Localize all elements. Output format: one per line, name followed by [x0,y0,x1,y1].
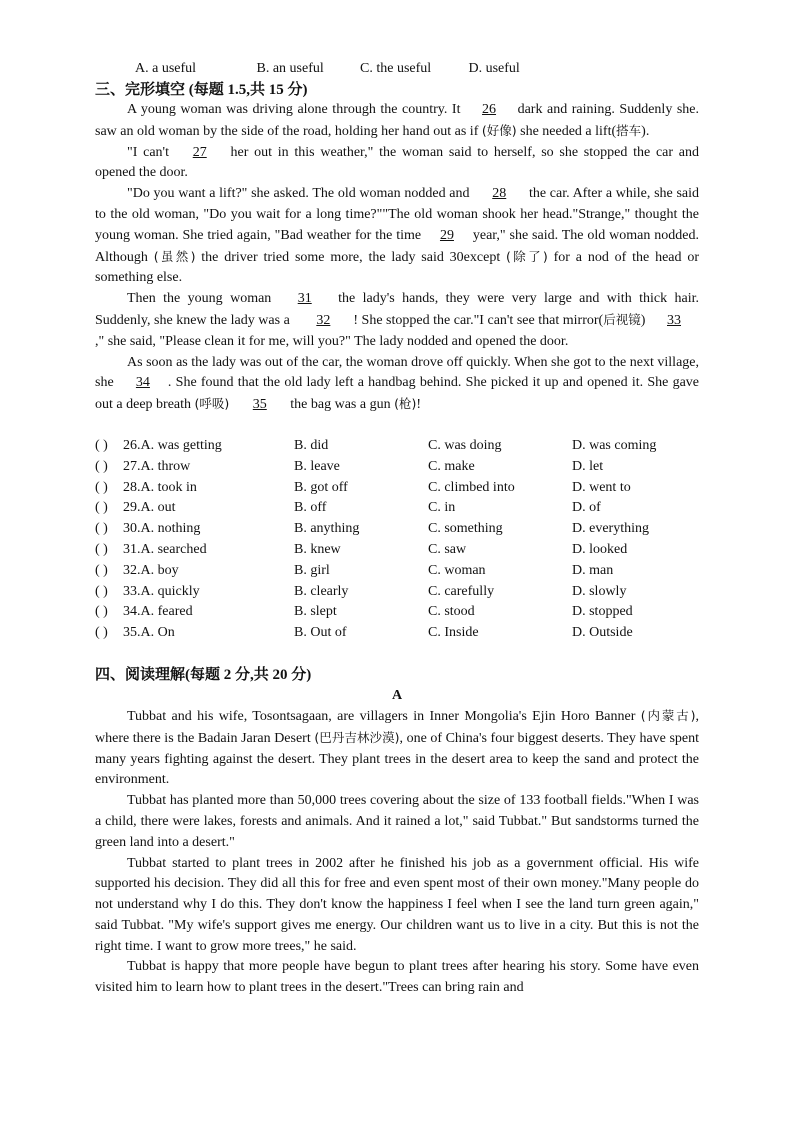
text: for a nod of the head or something else. [95,249,699,286]
blank-34: 34 [135,375,150,391]
blank-28: 28 [492,186,507,202]
blank-32: 32 [316,312,331,328]
option-c: C. was doing [428,437,502,453]
question-row-31 [95,540,699,561]
text: dark and raining. Suddenly she. saw an old woman by the side of the road, holding her hand out as if [95,102,700,139]
cloze-paragraph-4 [95,289,699,352]
option-b: B. knew [294,541,341,557]
chinese-gloss: (虽然) [153,248,196,264]
option-a: 30.A. nothing [123,521,201,537]
blank-33: 33 [667,312,681,328]
option-d: D. Outside [572,625,633,641]
cloze-paragraph-5 [95,353,699,416]
text: the lady's hands, they were very large and with thick hair. Suddenly, she knew the lady was a [95,291,699,328]
option-c: C. carefully [428,583,495,599]
option-a: 35.A. On [123,625,175,641]
chinese-gloss: (枪) [394,396,417,412]
blank-29: 29 [439,227,454,243]
text: she needed a lift( [520,123,617,139]
answer-paren[interactable]: ( ) [95,562,108,578]
chinese-gloss: (呼吸) [194,396,230,412]
answer-paren[interactable]: ( ) [95,437,108,453]
option-d: D. let [572,458,604,474]
text: . She found that the old lady left a handbag behind. She picked it up and opened it. She gave out a deep breath [95,375,700,413]
question-row-33 [95,582,699,603]
option-d: D. everything [572,521,649,537]
option-a: 29.A. out [123,500,176,516]
answer-paren[interactable]: ( ) [95,500,108,516]
section3-score: (每题 1.5,共 15 分) [188,82,308,98]
option-b: B. Out of [294,625,347,641]
text: ). [641,123,650,139]
text: her out in this weather," the woman said to herself, so she stopped the car and opened the door. [95,144,700,181]
chinese-gloss: 后视镜 [603,311,641,327]
text: As soon as the lady was out of the car, the woman drove off quickly. When she got to the next village, she [95,354,699,391]
option-b: B. got off [294,479,348,495]
section4-heading [95,664,699,685]
answer-paren[interactable]: ( ) [95,458,108,474]
answer-paren[interactable]: ( ) [95,479,108,495]
prev-option-a: A. a useful [135,61,197,76]
text: ! [416,397,422,413]
question-row-27 [95,457,699,478]
option-c: C. climbed into [428,479,515,495]
text: , where there is the Badain Jaran Desert [95,708,699,746]
exam-page [95,58,699,999]
chinese-gloss: (除了) [506,248,548,264]
answer-paren[interactable]: ( ) [95,625,108,641]
question-row-30 [95,519,699,540]
option-b: B. leave [294,458,340,474]
question-row-29 [95,498,699,519]
section4-title: 四、阅读理解 [95,664,186,683]
text: the car. After a while, she said to the old woman, "Do you wait for a long time?""The old woman shook her head."Strange," thought the young woman. She tried again, "Bad weather for the time [95,186,700,243]
option-c: C. Inside [428,625,479,641]
reading-paragraph-3: Tubbat started to plant trees in 2002 after he finished his job as a government official. His wife supported his decision. They did all this for free and even spent most of their own money."Many people do not understand why I do this. They don't know the happiness I feel when I see the land turn green again," said Tubbat. "My wife's support gives me energy. Our children want us to live in a city. But this is not the right time. I want to grow more trees," he said. [95,855,699,954]
text: the driver tried some more, the lady said 30except [201,249,501,265]
prev-option-b: B. an useful [256,61,324,76]
text: , one of China's four biggest deserts. They have spent many years fighting against the desert. They plant trees in the desert area to keep the sand and protect the environment. [95,730,700,788]
option-a: 33.A. quickly [123,583,200,599]
blank-31: 31 [297,291,312,307]
text: the bag was a gun [290,397,391,413]
chinese-gloss: (巴丹吉林沙漠) [314,729,400,745]
question-row-28 [95,478,699,499]
option-c: C. woman [428,562,486,578]
section4-score: (每题 2 分,共 20 分) [185,666,312,683]
cloze-paragraph-3 [95,184,699,289]
answer-paren[interactable]: ( ) [95,583,108,599]
prev-question-options [95,58,699,79]
text: "Do you want a lift?" she asked. The old woman nodded and [127,186,470,202]
text: ! She stopped the car."I can't see that mirror( [353,312,604,328]
option-d: D. looked [572,541,628,557]
option-d: D. man [572,562,614,578]
blank-35: 35 [252,397,267,413]
section3-heading [95,79,699,100]
option-c: C. in [428,500,456,516]
text: year," she said. The old woman nodded. Although [95,227,699,265]
text: Then the young woman [127,291,272,307]
option-b: B. did [294,437,329,453]
option-a: 28.A. took in [123,479,197,495]
option-c: C. something [428,521,503,537]
chinese-gloss: (好像) [481,122,517,138]
text: Tubbat and his wife, Tosontsagaan, are villagers in Inner Mongolia's Ejin Horo Banner [127,708,636,724]
option-a: 31.A. searched [123,541,207,557]
answer-paren[interactable]: ( ) [95,604,108,620]
question-row-35 [95,623,699,644]
option-c: C. make [428,458,475,474]
cloze-paragraph-2 [95,143,699,185]
question-row-26 [95,436,699,457]
cloze-paragraph-1 [95,100,699,143]
text: "I can't [127,144,169,160]
reading-paragraph-4: Tubbat is happy that more people have begun to plant trees after hearing his story. Some have even visited him to learn how to plant trees in the desert."Trees can bring rain and [95,959,699,996]
text: ) [640,312,646,328]
option-b: B. slept [294,604,337,620]
option-d: D. was coming [572,437,657,453]
option-b: B. anything [294,521,360,537]
prev-option-c: C. the useful [360,61,432,76]
blank-27: 27 [192,144,207,160]
answer-paren[interactable]: ( ) [95,521,108,537]
reading-paragraph-2: Tubbat has planted more than 50,000 trees covering about the size of 133 football fields."When I was a child, there were lakes, forests and animals. And it rained a lot," said Tubbat." But sandstorms turned the green land into a desert." [95,793,699,850]
reading-paragraph-1 [95,706,699,791]
chinese-gloss: 搭车 [616,122,642,138]
option-d: D. stopped [572,604,633,620]
text: ," she said, "Please clean it for me, will you?" The lady nodded and opened the door. [95,333,569,349]
option-c: C. stood [428,604,475,620]
cloze-options [95,436,699,644]
blank-26: 26 [482,102,497,117]
option-c: C. saw [428,541,467,557]
option-d: D. went to [572,479,631,495]
option-b: B. off [294,500,327,516]
answer-paren[interactable]: ( ) [95,541,108,557]
chinese-gloss: (内蒙古) [640,707,696,723]
option-b: B. clearly [294,583,349,599]
option-a: 32.A. boy [123,562,179,578]
option-d: D. slowly [572,583,627,599]
option-a: 26.A. was getting [123,437,222,453]
passage-letter: A [391,687,403,703]
text: A young woman was driving alone through the country. It [127,102,461,117]
option-d: D. of [572,500,601,516]
question-row-34 [95,602,699,623]
option-b: B. girl [294,562,330,578]
question-row-32 [95,561,699,582]
section3-title: 三、完形填空 [95,80,186,98]
option-a: 27.A. throw [123,458,191,474]
option-a: 34.A. feared [123,604,193,620]
prev-option-d: D. useful [468,61,520,76]
